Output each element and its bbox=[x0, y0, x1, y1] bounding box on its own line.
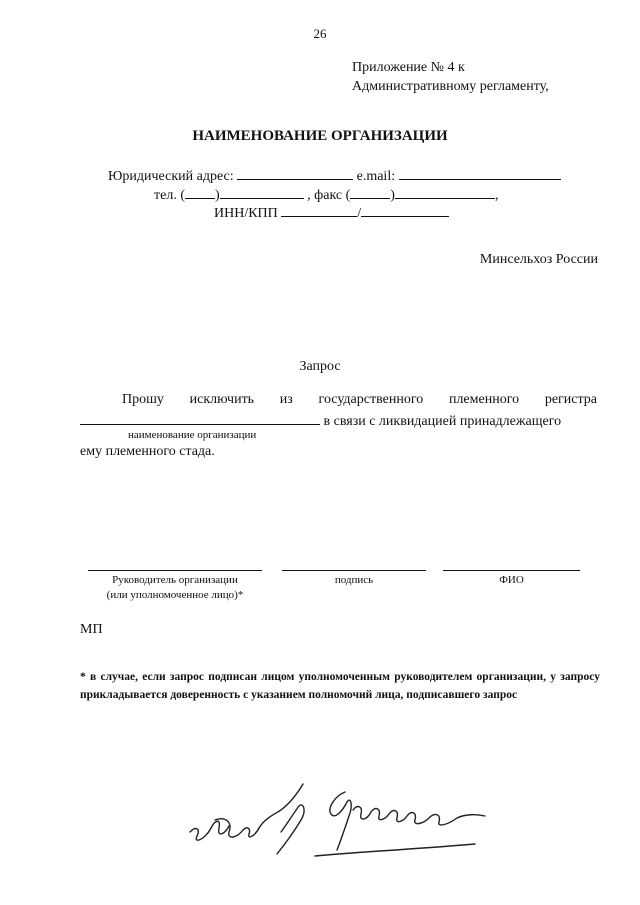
organization-title: НАИМЕНОВАНИЕ ОРГАНИЗАЦИИ bbox=[192, 128, 448, 144]
phone-code-blank bbox=[185, 184, 215, 199]
organization-name-blank bbox=[80, 410, 320, 425]
request-line-3: ему племенного стада. bbox=[80, 444, 215, 459]
document-title: Запрос bbox=[299, 359, 341, 374]
signature-caption: подпись bbox=[334, 574, 374, 586]
fax-end: , bbox=[494, 188, 499, 203]
email-blank bbox=[399, 165, 561, 180]
head-caption-line-1: Руководитель организации bbox=[112, 574, 238, 586]
requisites-inn-row bbox=[214, 202, 449, 222]
request-word: Прошу bbox=[122, 392, 164, 407]
request-word: государственного bbox=[318, 392, 424, 407]
head-caption bbox=[80, 573, 270, 603]
name-line bbox=[443, 570, 580, 571]
appendix-line-2: Административному регламенту, bbox=[352, 79, 549, 94]
organization-name-caption: наименование организации bbox=[128, 429, 257, 441]
page-number: 26 bbox=[313, 26, 327, 41]
request-word: регистра bbox=[544, 392, 597, 407]
request-line-1 bbox=[122, 392, 597, 408]
head-signature-line bbox=[88, 570, 262, 571]
fax-code-blank bbox=[350, 184, 390, 199]
request-word: племенного bbox=[448, 392, 520, 407]
handwritten-signature bbox=[185, 770, 515, 880]
signature-line bbox=[282, 570, 426, 571]
request-line-2 bbox=[80, 410, 561, 430]
name-caption: ФИО bbox=[499, 574, 524, 586]
stamp-label: МП bbox=[80, 622, 103, 637]
requisites-phone-row bbox=[154, 184, 498, 204]
legal-address-label: Юридический адрес: bbox=[108, 169, 234, 184]
phone-number-blank bbox=[220, 184, 304, 199]
inn-blank bbox=[281, 202, 357, 217]
inn-kpp-label: ИНН/КПП bbox=[214, 206, 278, 221]
fax-mid: ) bbox=[390, 188, 395, 203]
fax-label: , факс ( bbox=[307, 188, 351, 203]
kpp-blank bbox=[361, 202, 449, 217]
footnote: * в случае, если запрос подписан лицом уполномоченным руководителем организации, у запросу прикладывается доверенность с указанием полномочий лица, подписавшего запрос bbox=[80, 671, 600, 701]
appendix-line-1: Приложение № 4 к bbox=[352, 60, 465, 75]
phone-label: тел. ( bbox=[154, 188, 185, 203]
request-word: исключить bbox=[189, 392, 255, 407]
addressee: Минсельхоз России bbox=[479, 252, 598, 267]
legal-address-blank bbox=[237, 165, 353, 180]
requisites-address-row bbox=[108, 165, 561, 185]
head-caption-line-2: (или уполномоченное лицо)* bbox=[106, 589, 244, 601]
inn-kpp-separator: / bbox=[357, 206, 362, 221]
request-line-2-text: в связи с ликвидацией принадлежащего bbox=[323, 414, 562, 429]
request-word: из bbox=[279, 392, 293, 407]
email-label: e.mail: bbox=[356, 169, 396, 184]
fax-number-blank bbox=[395, 184, 495, 199]
phone-mid: ) bbox=[214, 188, 220, 203]
appendix-reference bbox=[352, 58, 549, 96]
